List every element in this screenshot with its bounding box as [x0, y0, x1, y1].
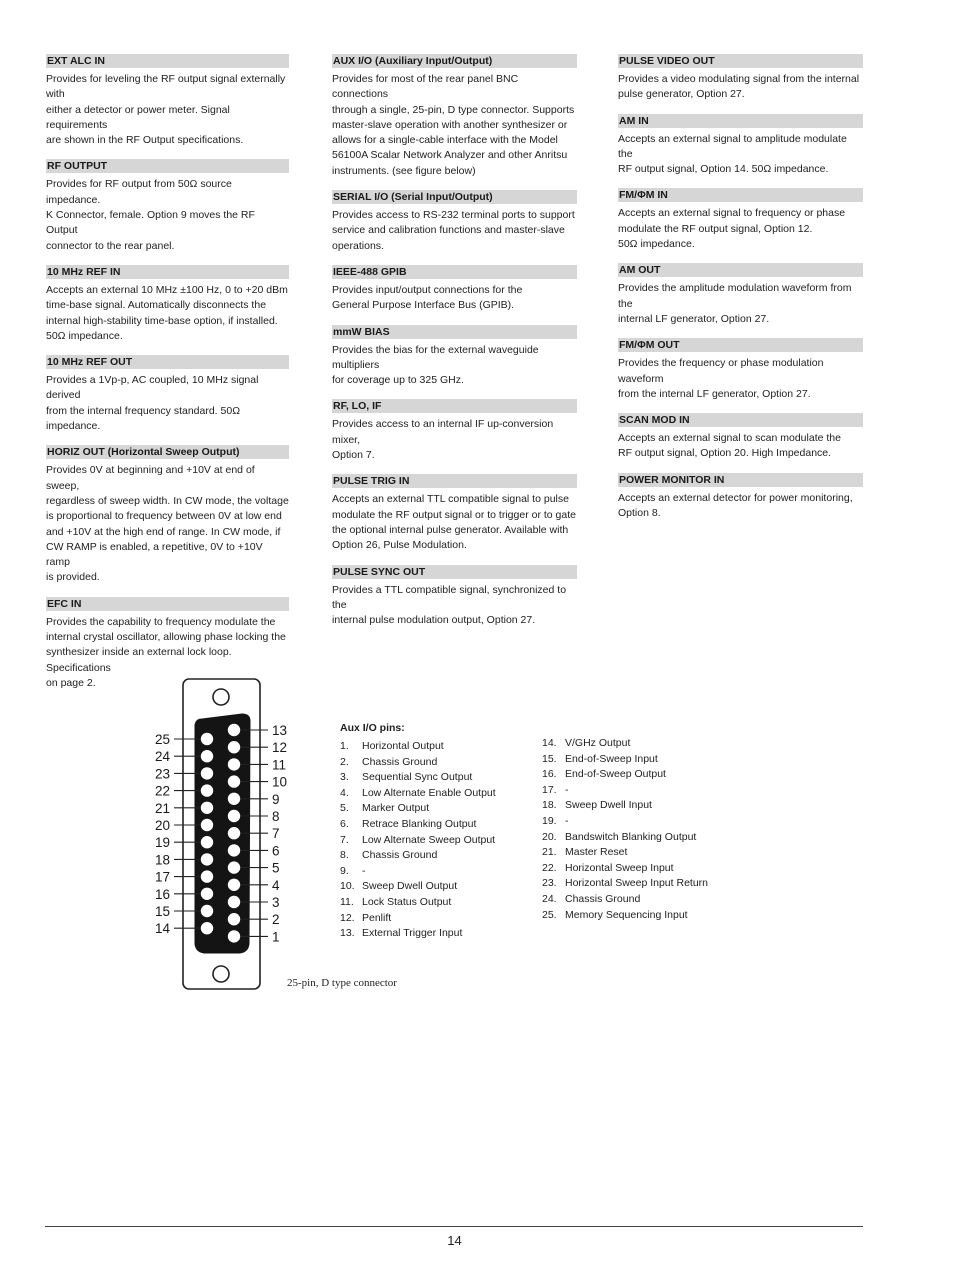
pin-label: Sequential Sync Output — [362, 771, 473, 784]
pin-number: 9. — [340, 864, 349, 877]
list-item — [542, 752, 708, 768]
pin-label: Marker Output — [362, 802, 430, 815]
list-item — [542, 892, 708, 908]
list-item — [542, 845, 708, 861]
section-heading: EFC IN — [46, 597, 289, 611]
pin-number: 7. — [340, 833, 349, 846]
section-body: Accepts an external signal to scan modulate the RF output signal, Option 20. High Impedance. — [618, 432, 841, 460]
section-body: Accepts an external 10 MHz ±100 Hz, 0 to +20 dBm time-base signal. Automatically disconnects the internal high-stability time-base option, if installed. 50Ω impedance. — [46, 283, 288, 342]
section-horiz-out — [46, 445, 289, 585]
pin-contact — [201, 819, 213, 831]
pin-contact — [228, 758, 240, 770]
section-body: Provides for most of the rear panel BNC connections through a single, 25-pin, D type connector. Supports master-slave operation with another synthesizer or allows for a single-cable interface with the Model 56100A Scalar Network Analyzer and other Anritsu instruments. (see figure below) — [332, 73, 575, 177]
pin-number: 13. — [340, 927, 355, 940]
aux-pins-title: Aux I/O pins: — [340, 722, 405, 734]
pin-label: - — [565, 783, 569, 796]
section-rf-lo-if — [332, 399, 577, 463]
list-item — [340, 755, 496, 771]
section-heading: SERIAL I/O (Serial Input/Output) — [332, 190, 577, 204]
pin-label: Horizontal Output — [362, 740, 444, 752]
pin-number: 25. — [542, 908, 557, 921]
pin-number: 15. — [542, 752, 557, 765]
list-item — [340, 770, 496, 786]
list-item — [340, 817, 496, 833]
section-body: Provides for RF output from 50Ω source impedance. K Connector, female. Option 9 moves the RF Output connector to the rear panel. — [46, 178, 255, 252]
pin-contact — [228, 844, 240, 856]
section-heading: POWER MONITOR IN — [618, 473, 863, 487]
pin-contact — [228, 879, 240, 891]
pin-label-left: 15 — [154, 904, 170, 919]
pin-contact — [228, 724, 240, 736]
list-item — [340, 895, 496, 911]
section-body: Accepts an external signal to frequency or phase modulate the RF output signal, Option 12. 50Ω impedance. — [618, 207, 846, 251]
pin-label: Sweep Dwell Output — [362, 880, 458, 893]
section-pulse-sync-out — [332, 565, 577, 629]
pin-number: 22. — [542, 861, 557, 874]
pin-label: Penlift — [362, 911, 392, 924]
section-heading: PULSE VIDEO OUT — [618, 54, 863, 68]
section-am-in — [618, 114, 863, 178]
pin-contact — [201, 733, 213, 745]
aux-pin-list-2 — [542, 736, 708, 923]
section-heading: PULSE SYNC OUT — [332, 565, 577, 579]
list-item — [340, 801, 496, 817]
pin-label-right: 2 — [272, 912, 280, 928]
page-number: 14 — [447, 1233, 462, 1248]
section-body: Provides access to an internal IF up-conversion mixer, Option 7. — [332, 418, 554, 462]
section-body: Provides a TTL compatible signal, synchronized to the internal pulse modulation output, Option 27. — [332, 583, 567, 627]
list-item — [340, 848, 496, 864]
section-heading: IEEE-488 GPIB — [332, 265, 577, 279]
pin-label: End-of-Sweep Input — [565, 752, 658, 765]
connector-caption: 25-pin, D type connector — [287, 977, 397, 989]
section-body: Accepts an external detector for power monitoring, Option 8. — [618, 491, 853, 520]
pin-label: Low Alternate Enable Output — [362, 786, 496, 799]
pin-number: 16. — [542, 768, 557, 781]
section-pulse-trig-in — [332, 474, 577, 553]
pin-label: - — [362, 864, 366, 877]
section-heading: FM/ΦM OUT — [618, 338, 863, 352]
section-body: Provides a video modulating signal from the internal pulse generator, Option 27. — [618, 73, 860, 101]
list-item — [542, 798, 708, 814]
pin-number: 6. — [340, 817, 349, 830]
pin-label: Low Alternate Sweep Output — [362, 833, 496, 846]
pin-contact — [201, 767, 213, 779]
section-body: Provides for leveling the RF output signal externally with either a detector or power meter. Signal requirements are shown in the RF Output specifications. — [46, 73, 286, 147]
section-10mhz-ref-out — [46, 355, 289, 434]
section-body: Provides a 1Vp-p, AC coupled, 10 MHz signal derived from the internal frequency standard. 50Ω impedance. — [46, 374, 259, 433]
section-heading: RF OUTPUT — [46, 159, 289, 173]
section-rf-output — [46, 159, 289, 253]
column-3 — [618, 54, 863, 532]
pin-label: Memory Sequencing Input — [565, 908, 688, 921]
section-body: Accepts an external signal to amplitude modulate the RF output signal, Option 14. 50Ω impedance. — [618, 132, 847, 176]
list-item — [542, 861, 708, 877]
pin-label-left: 14 — [154, 921, 170, 937]
mount-hole-bottom — [213, 966, 229, 982]
list-item — [340, 833, 496, 849]
column-2 — [332, 54, 577, 639]
section-scan-mod-in — [618, 413, 863, 462]
list-item — [542, 908, 708, 924]
pin-label-right: 12 — [272, 740, 288, 756]
section-10mhz-ref-in — [46, 265, 289, 344]
section-heading: mmW BIAS — [332, 325, 577, 339]
pin-label: - — [565, 814, 569, 827]
pin-contact — [201, 905, 213, 917]
pin-label: Horizontal Sweep Input — [565, 861, 674, 874]
section-heading: 10 MHz REF IN — [46, 265, 289, 279]
section-ieee-488-gpib — [332, 265, 577, 314]
pin-label-left: 20 — [154, 818, 170, 833]
pin-label-left: 22 — [154, 783, 170, 799]
section-serial-io — [332, 190, 577, 254]
pin-contact — [201, 888, 213, 900]
pin-contact — [201, 922, 213, 934]
section-heading: RF, LO, IF — [332, 399, 577, 413]
pin-label-right: 13 — [272, 723, 288, 738]
pin-label-right: 11 — [272, 757, 287, 773]
pin-label-right: 5 — [272, 860, 280, 876]
section-body: Provides access to RS-232 terminal ports to support service and calibration functions and master-slave operations. — [332, 209, 575, 252]
pin-label: Bandswitch Blanking Output — [565, 830, 697, 843]
aux-pin-list-1 — [340, 739, 496, 942]
pin-contact — [201, 870, 213, 882]
pin-label-right: 6 — [272, 843, 280, 859]
pin-number: 2. — [340, 755, 349, 768]
section-ext-alc-in — [46, 54, 289, 148]
pin-label-left: 19 — [154, 835, 170, 851]
pin-number: 18. — [542, 799, 557, 812]
section-body: Provides the amplitude modulation waveform from the internal LF generator, Option 27. — [618, 282, 852, 325]
pin-number: 20. — [542, 830, 557, 843]
pin-label: V/GHz Output — [565, 737, 631, 749]
d-connector-diagram — [140, 672, 300, 994]
pin-contact — [201, 836, 213, 848]
pin-label-left: 17 — [154, 869, 170, 885]
mount-hole-top — [213, 689, 229, 705]
list-item — [340, 739, 496, 755]
list-item — [542, 767, 708, 783]
section-pulse-video-out — [618, 54, 863, 103]
footer-divider — [45, 1226, 863, 1227]
list-item — [340, 864, 496, 880]
pin-label-left: 16 — [154, 886, 170, 902]
pin-number: 11. — [340, 895, 354, 908]
pin-number: 3. — [340, 771, 349, 784]
list-item — [340, 926, 496, 942]
pin-label: Chassis Ground — [565, 892, 641, 905]
pin-label-right: 10 — [272, 774, 288, 790]
pin-contact — [228, 930, 240, 942]
list-item — [542, 876, 708, 892]
pin-number: 23. — [542, 877, 557, 890]
pin-number: 8. — [340, 849, 349, 862]
list-item — [340, 786, 496, 802]
pin-contact — [228, 896, 240, 908]
list-item — [340, 911, 496, 927]
pin-number: 19. — [542, 814, 557, 827]
pin-label: Master Reset — [565, 846, 628, 859]
pin-number: 5. — [340, 802, 349, 815]
pin-number: 21. — [542, 846, 557, 859]
pin-number: 4. — [340, 786, 349, 799]
section-heading: 10 MHz REF OUT — [46, 355, 289, 369]
pin-number: 17. — [542, 783, 557, 796]
section-heading: AM IN — [618, 114, 863, 128]
list-item — [542, 830, 708, 846]
section-body: Provides 0V at beginning and +10V at end of sweep, regardless of sweep width. In CW mode, the voltage is proportional to frequency between 0V at low end and +10V at the high end of range. In CW mode, if CW RAMP is enabled, a repetitive, 0V to +10V ramp is provided. — [46, 464, 289, 584]
pin-label: Chassis Ground — [362, 755, 438, 768]
pin-contact — [201, 853, 213, 865]
list-item — [542, 783, 708, 799]
pin-label-right: 7 — [272, 826, 280, 842]
section-body: Provides input/output connections for the General Purpose Interface Bus (GPIB). — [332, 283, 523, 312]
pin-contact — [228, 827, 240, 839]
pin-number: 12. — [340, 911, 355, 924]
section-heading: PULSE TRIG IN — [332, 474, 577, 488]
pin-label-left: 25 — [154, 732, 170, 747]
pin-number: 1. — [340, 740, 349, 752]
pin-label-right: 1 — [272, 929, 280, 945]
section-body: Provides the capability to frequency modulate the internal crystal oscillator, allowing phase locking the synthesizer inside an external lock loop. Specifications on page 2. — [46, 615, 286, 689]
pin-contact — [201, 802, 213, 814]
pin-number: 24. — [542, 892, 557, 905]
pin-label-left: 24 — [154, 749, 170, 765]
pin-label: External Trigger Input — [362, 927, 463, 940]
section-heading: EXT ALC IN — [46, 54, 289, 68]
pin-label-right: 9 — [272, 791, 280, 807]
pin-label-left: 23 — [154, 766, 170, 782]
section-fm-pm-out — [618, 338, 863, 402]
section-heading: AM OUT — [618, 263, 863, 277]
pin-label: Sweep Dwell Input — [565, 799, 652, 812]
list-item — [542, 814, 708, 830]
pin-contact — [228, 775, 240, 787]
pin-number: 14. — [542, 737, 557, 749]
section-heading: AUX I/O (Auxiliary Input/Output) — [332, 54, 577, 68]
pin-label: End-of-Sweep Output — [565, 768, 666, 781]
list-item — [542, 736, 708, 752]
pin-label-right: 8 — [272, 809, 280, 824]
section-power-monitor-in — [618, 473, 863, 522]
section-am-out — [618, 263, 863, 327]
pin-label-left: 21 — [154, 800, 170, 816]
pin-contact — [228, 741, 240, 753]
section-body: Provides the bias for the external waveguide multipliers for coverage up to 325 GHz. — [332, 343, 539, 387]
section-mmw-bias — [332, 325, 577, 389]
section-heading: HORIZ OUT (Horizontal Sweep Output) — [46, 445, 289, 459]
pin-label: Chassis Ground — [362, 849, 438, 862]
pin-label-left: 18 — [154, 852, 170, 868]
section-body: Accepts an external TTL compatible signal to pulse modulate the RF output signal or to trigger or to gate the optional internal pulse generator. Available with Option 26, Pulse Modulation. — [332, 493, 576, 552]
pin-contact — [228, 913, 240, 925]
section-heading: FM/ΦM IN — [618, 188, 863, 202]
pin-contact — [201, 750, 213, 762]
pin-label-right: 4 — [272, 877, 280, 893]
pin-label: Retrace Blanking Output — [362, 817, 477, 830]
section-aux-io — [332, 54, 577, 179]
pin-number: 10. — [340, 880, 355, 893]
column-1 — [46, 54, 289, 702]
section-fm-pm-in — [618, 188, 863, 252]
pin-contact — [228, 810, 240, 822]
pin-contact — [228, 861, 240, 873]
list-item — [340, 879, 496, 895]
pin-label: Lock Status Output — [362, 895, 452, 908]
pin-contact — [201, 784, 213, 796]
pin-label-right: 3 — [272, 895, 280, 910]
section-heading: SCAN MOD IN — [618, 413, 863, 427]
pin-label: Horizontal Sweep Input Return — [565, 877, 708, 890]
section-body: Provides the frequency or phase modulation waveform from the internal LF generator, Option 27. — [618, 357, 824, 400]
pin-contact — [228, 793, 240, 805]
